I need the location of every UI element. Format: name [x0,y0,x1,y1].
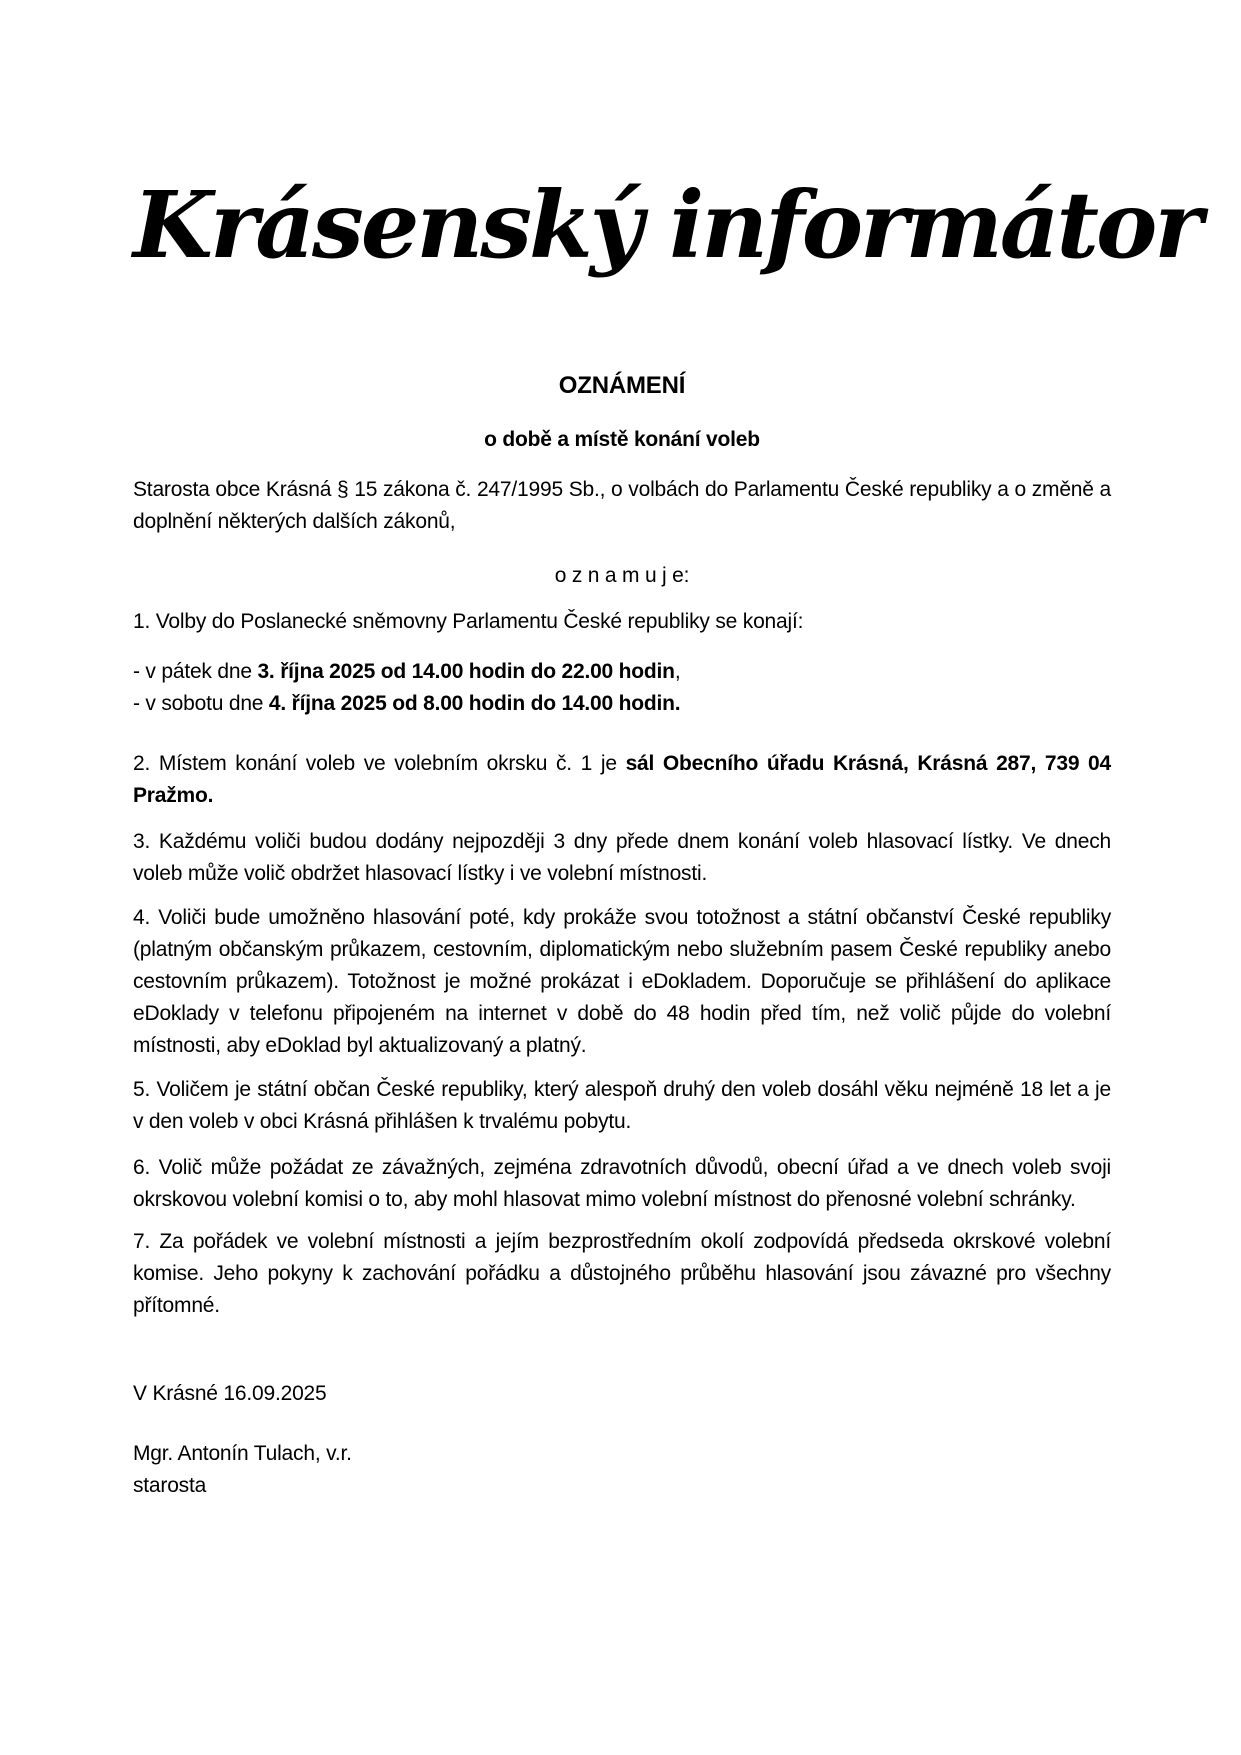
saturday-prefix: - v sobotu dne [133,692,269,715]
item-5-paragraph: 5. Voličem je státní občan České republiky, který alespoň druhý den voleb dosáhl věku nejméně 18 let a je v den voleb v obci Krásná přihlášen k trvalému pobytu. [133,1078,1111,1133]
notice-subheading: o době a místě konání voleb [484,428,760,451]
item-2-paragraph [133,748,1111,812]
friday-suffix: , [674,660,681,683]
item-2-location: sál Obecního úřadu Krásná, Krásná 287, 739 04 Pražmo. [133,752,1112,807]
item-1-saturday-line [133,688,1111,720]
item-1-friday-line [133,656,1111,688]
intro-paragraph: Starosta obce Krásná § 15 zákona č. 247/1995 Sb., o volbách do Parlamentu České republiky a o změně a doplnění některých dalších zákonů, [133,478,1111,533]
item-6-paragraph: 6. Volič může požádat ze závažných, zejména zdravotních důvodů, obecní úřad a ve dnech voleb svoji okrskovou volební komisi o to, aby mohl hlasovat mimo volební místnost do přenosné volební schránky. [133,1156,1111,1211]
masthead-title: Krásenský informátor [133,171,1200,279]
place-date-line: V Krásné 16.09.2025 [133,1382,327,1405]
item-4-paragraph: 4. Voliči bude umožněno hlasování poté, kdy prokáže svou totožnost a státní občanství České republiky (platným občanským průkazem, cestovním, diplomatickým nebo služebním pasem České republiky anebo cestovním průkazem). Totožnost je možné prokázat i eDokladem. Doporučuje se přihlášení do aplikace eDoklady v telefonu připojeném na internet v době do 48 hodin před tím, než volič půjde do volební místnosti, aby eDoklad byl aktualizovaný a platný. [133,906,1111,1057]
item-1-lead: 1. Volby do Poslanecké sněmovny Parlamentu České republiky se konají: [133,610,804,633]
saturday-datetime: 4. října 2025 od 8.00 hodin do 14.00 hodin. [268,692,681,715]
item-3-paragraph: 3. Každému voliči budou dodány nejpozději 3 dny přede dnem konání voleb hlasovací lístky. Ve dnech voleb může volič obdržet hlasovací lístky i ve volební místnosti. [133,830,1111,885]
signature-name: Mgr. Antonín Tulach, v.r. [133,1442,352,1465]
announce-line: o z n a m u j e: [554,564,690,587]
item-2-prefix: 2. Místem konání voleb ve volebním okrsku č. 1 je [133,752,626,775]
notice-heading: OZNÁMENÍ [558,372,686,399]
friday-prefix: - v pátek dne [133,660,258,683]
signature-role: starosta [133,1474,207,1497]
friday-datetime: 3. října 2025 od 14.00 hodin do 22.00 hodin [257,660,675,683]
item-7-paragraph: 7. Za pořádek ve volební místnosti a jejím bezprostředním okolí zodpovídá předseda okrskové volební komise. Jeho pokyny k zachování pořádku a důstojného průběhu hlasování jsou závazné pro všechny přítomné. [133,1230,1111,1317]
